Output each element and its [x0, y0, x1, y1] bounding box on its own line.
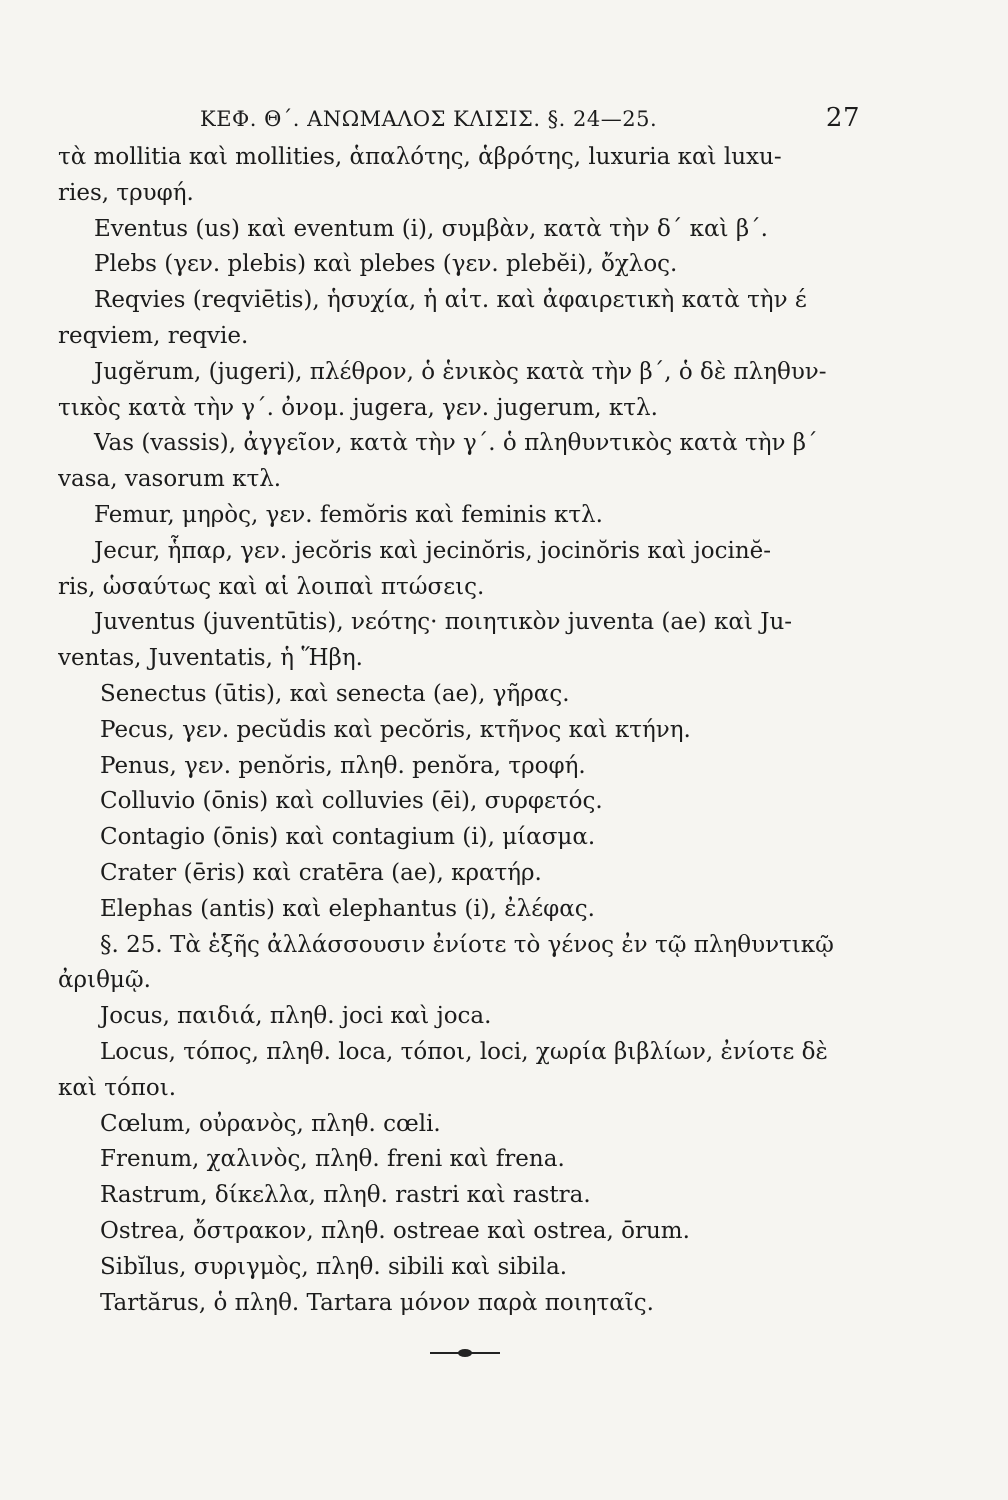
text-line: τὰ mollitia καὶ mollities, ἁπαλότης, ἁβρότης, luxuria καὶ luxu- — [58, 144, 782, 170]
text-line: §. 25. Τὰ ἑξῆς ἀλλάσσουσιν ἐνίοτε τὸ γένος ἐν τῷ πληθυντικῷ — [100, 931, 834, 958]
end-ornament-rule — [430, 1352, 500, 1354]
text-line: Jugĕrum, (jugeri), πλέθρον, ὁ ἑνικὸς κατὰ τὴν β΄, ὁ δὲ πληθυν- — [94, 358, 827, 385]
text-line: ventas, Juventatis, ἡ Ἥβη. — [58, 645, 363, 672]
text-line: Senectus (ūtis), καὶ senecta (ae), γῆρας. — [100, 680, 570, 707]
text-line: Colluvio (ōnis) καὶ colluvies (ēi), συρφετός. — [100, 788, 603, 815]
text-line: Tartărus, ὁ πληθ. Tartara μόνον παρὰ ποιηταῖς. — [100, 1289, 654, 1316]
text-line: Crater (ēris) καὶ cratēra (ae), κρατήρ. — [100, 859, 542, 886]
text-line: ris, ὡσαύτως καὶ αἱ λοιπαὶ πτώσεις. — [58, 573, 485, 600]
text-line: Vas (vassis), ἀγγεῖον, κατὰ τὴν γ΄. ὁ πληθυντικὸς κατὰ τὴν β΄ — [94, 430, 818, 457]
text-line: Contagio (ōnis) καὶ contagium (i), μίασμα. — [100, 824, 596, 851]
text-line: Reqvies (reqviētis), ἡσυχία, ἡ αἰτ. καὶ ἀφαιρετικὴ κατὰ τὴν έ — [94, 287, 807, 314]
page-header — [200, 103, 860, 135]
page-text-body — [58, 140, 866, 1321]
running-head: ΚΕΦ. Θ΄. ΑΝΩΜΑΛΟΣ ΚΛΙΣΙΣ. §. 24—25. — [200, 107, 658, 131]
text-line: Locus, τόπος, πληθ. loca, τόποι, loci, χωρία βιβλίων, ἐνίοτε δὲ — [100, 1038, 828, 1065]
text-line: Frenum, χαλινὸς, πληθ. freni καὶ frena. — [100, 1146, 565, 1173]
text-line: Elephas (antis) καὶ elephantus (i), ἐλέφας. — [100, 895, 595, 922]
text-line: Plebs (γεν. plebis) καὶ plebes (γεν. plebĕi), ὄχλος. — [94, 251, 678, 278]
text-line: Juventus (juventūtis), νεότης· ποιητικὸν juventa (ae) καὶ Ju- — [94, 609, 793, 636]
text-line: Rastrum, δίκελλα, πληθ. rastri καὶ rastra. — [100, 1182, 591, 1209]
text-line: vasa, vasorum κτλ. — [58, 466, 282, 493]
text-line: ἀριθμῷ. — [58, 967, 151, 994]
text-line: Sibĭlus, συριγμὸς, πληθ. sibili καὶ sibila. — [100, 1253, 568, 1280]
text-line: reqviem, reqvie. — [58, 322, 249, 349]
text-line: Pecus, γεν. pecŭdis καὶ pecŏris, κτῆνος καὶ κτήνη. — [100, 716, 691, 743]
text-line: Penus, γεν. penŏris, πληθ. penŏra, τροφή. — [100, 752, 586, 779]
page-number: 27 — [825, 103, 860, 133]
text-line: Eventus (us) καὶ eventum (i), συμβὰν, κατὰ τὴν δ΄ καὶ β΄. — [94, 215, 768, 242]
text-line: Cœlum, οὐρανὸς, πληθ. cœli. — [100, 1110, 441, 1137]
text-line: Ostrea, ὄστρακον, πληθ. ostreae καὶ ostrea, ōrum. — [100, 1217, 690, 1244]
text-line: ries, τρυφή. — [58, 179, 194, 206]
text-line: τικὸς κατὰ τὴν γ΄. ὀνομ. jugera, γεν. jugerum, κτλ. — [58, 394, 658, 421]
text-line: Jecur, ἧπαρ, γεν. jecŏris καὶ jecinŏris, jocinŏris καὶ jocinĕ- — [94, 537, 772, 564]
text-line: Jocus, παιδιά, πληθ. joci καὶ joca. — [100, 1003, 492, 1030]
text-line: Femur, μηρὸς, γεν. femŏris καὶ feminis κτλ. — [94, 501, 603, 528]
text-line: καὶ τόποι. — [58, 1074, 177, 1101]
